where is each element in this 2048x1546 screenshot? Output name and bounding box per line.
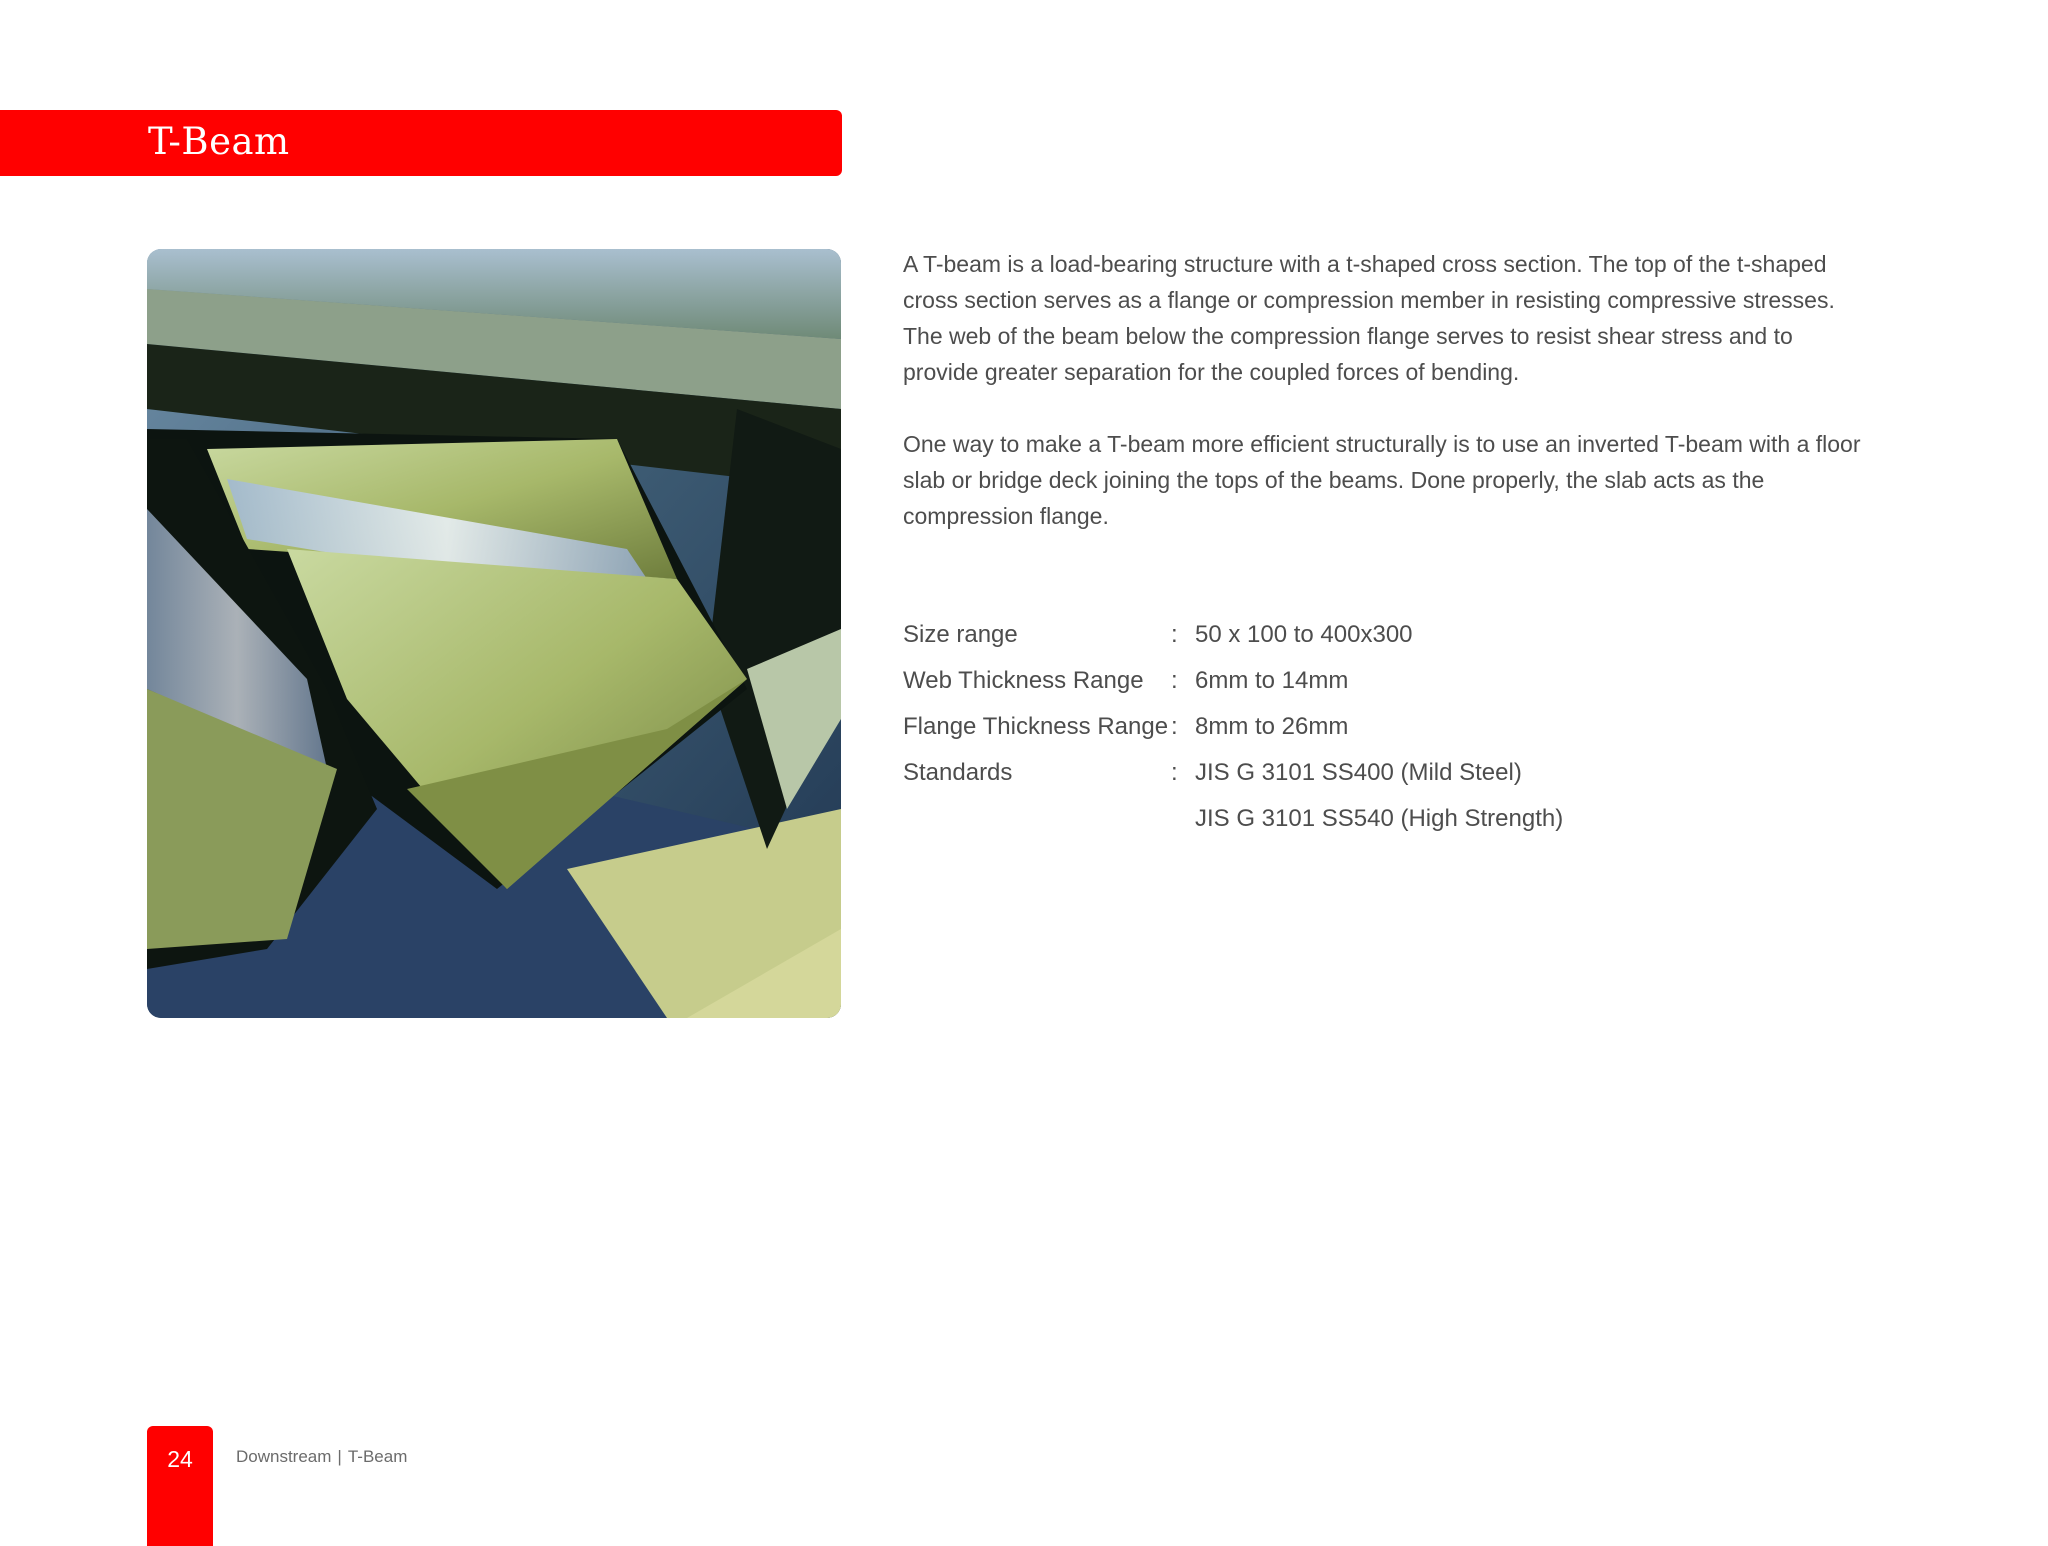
- spec-value: JIS G 3101 SS540 (High Strength): [1195, 805, 1564, 832]
- spec-label: Standards: [903, 759, 1013, 786]
- spec-row: [903, 704, 1563, 750]
- breadcrumb: [236, 1447, 407, 1467]
- spec-separator: :: [1171, 667, 1178, 694]
- spec-value: JIS G 3101 SS400 (Mild Steel): [1195, 759, 1522, 786]
- spec-table: [903, 612, 1563, 842]
- spec-separator-empty: [1171, 796, 1195, 842]
- breadcrumb-topic: T-Beam: [347, 1447, 408, 1466]
- intro-paragraph: A T-beam is a load-bearing structure with a t-shaped cross section. The top of the t-shaped cross section serves as a flange or compression member in resisting compressive stresses. The web of the beam below the compression flange serves to resist shear stress and to provide greater separation for the coupled forces of bending.: [903, 251, 1835, 385]
- page-number: 24: [167, 1446, 193, 1472]
- intro-paragraph: One way to make a T-beam more efficient structurally is to use an inverted T-beam with a floor slab or bridge deck joining the tops of the beams. Done properly, the slab acts as the compression flange.: [903, 431, 1861, 529]
- spec-row: [903, 658, 1563, 704]
- page-number-tab: [147, 1426, 213, 1546]
- spec-label: Web Thickness Range: [903, 667, 1144, 694]
- spec-label: Size range: [903, 621, 1018, 648]
- page-title: T-Beam: [148, 120, 290, 163]
- breadcrumb-divider: |: [337, 1447, 342, 1466]
- t-beam-photo: [147, 249, 841, 1018]
- spec-separator: :: [1171, 621, 1178, 648]
- spec-label: Flange Thickness Range: [903, 713, 1169, 740]
- breadcrumb-section: Downstream: [236, 1447, 332, 1466]
- spec-value: 8mm to 26mm: [1195, 713, 1349, 740]
- title-bar: [0, 110, 842, 176]
- spec-separator: :: [1171, 713, 1178, 740]
- spec-separator: :: [1171, 759, 1178, 786]
- spec-row: [903, 796, 1563, 842]
- spec-row: [903, 750, 1563, 796]
- spec-value: 50 x 100 to 400x300: [1195, 621, 1413, 648]
- intro-text: [903, 246, 1873, 570]
- spec-value: 6mm to 14mm: [1195, 667, 1349, 694]
- spec-label: [903, 796, 1171, 842]
- t-beam-steel-photo-icon: [147, 249, 841, 1018]
- spec-row: [903, 612, 1563, 658]
